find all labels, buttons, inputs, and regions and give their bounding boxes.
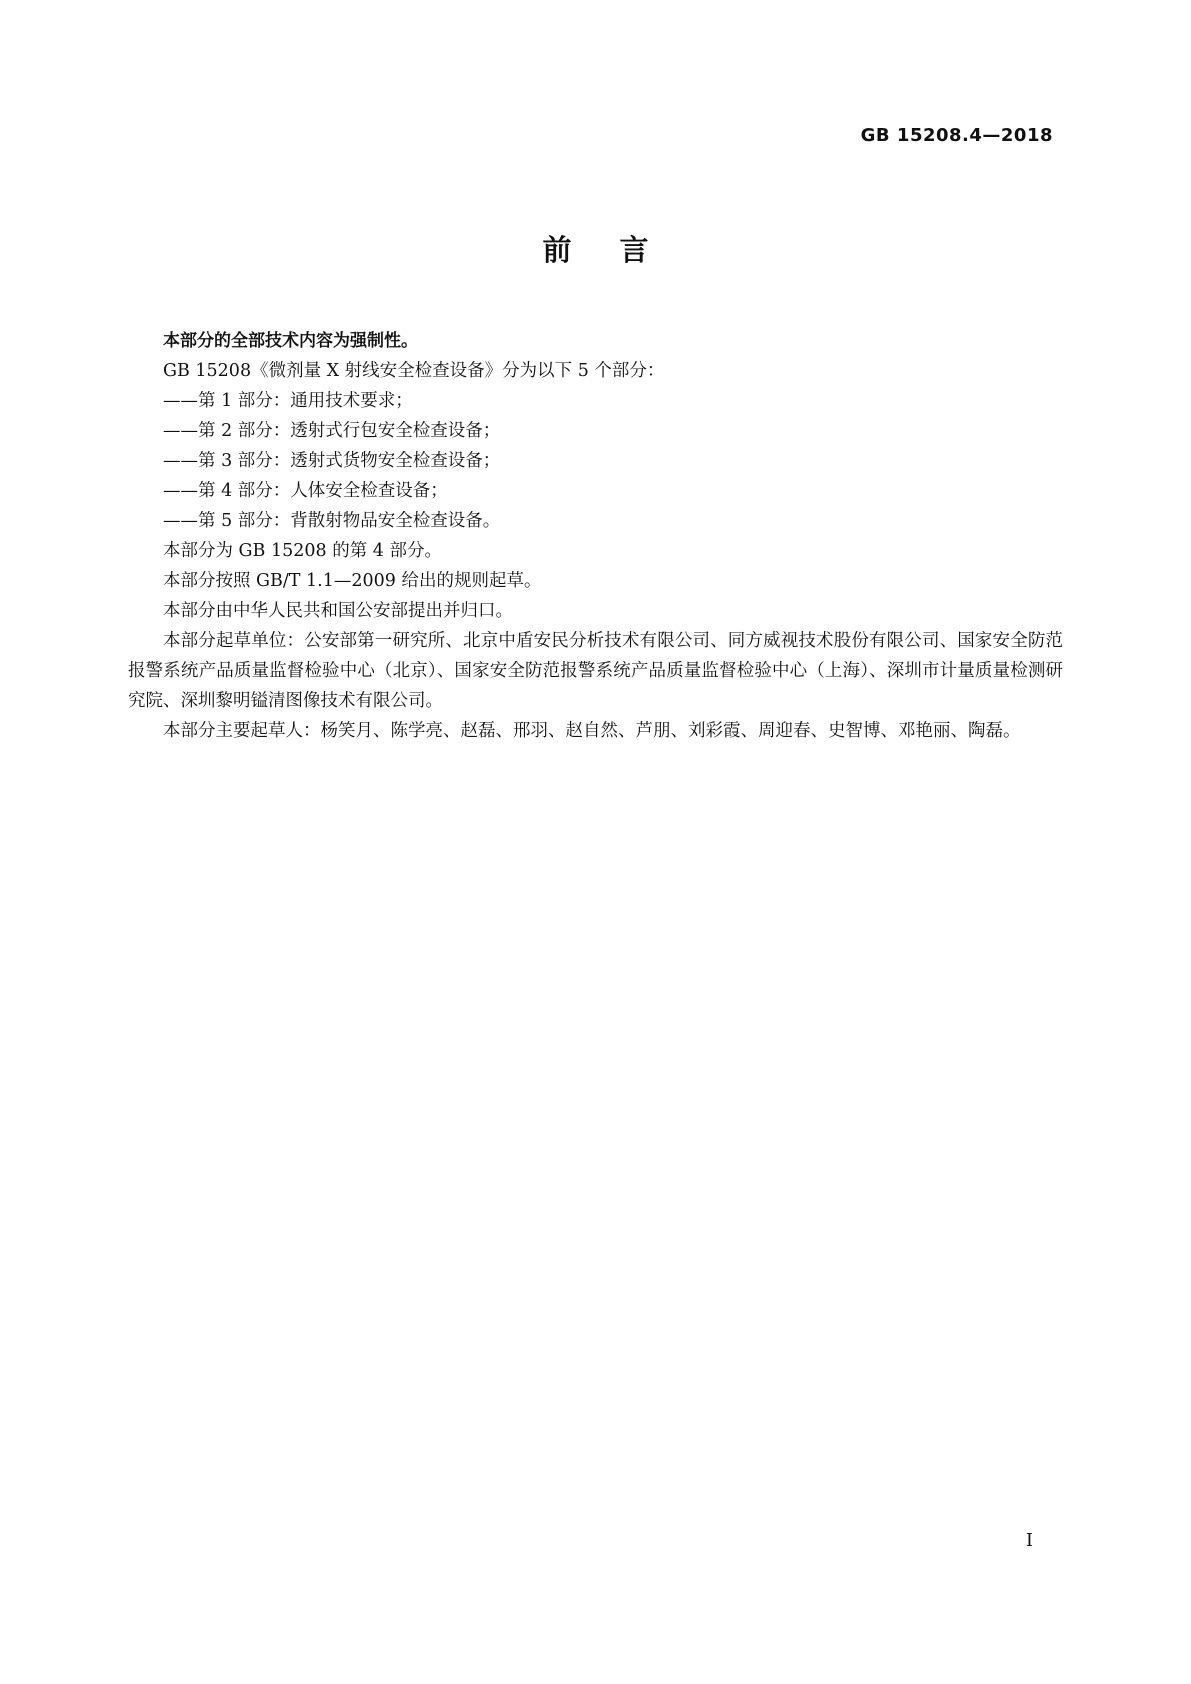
drafting-units-paragraph: 本部分起草单位：公安部第一研究所、北京中盾安民分析技术有限公司、同方威视技术股份有限公司、国家安全防范报警系统产品质量监督检验中心（北京）、国家安全防范报警系统产品质量监督检验中心（上海）、深圳市计量质量检测研究院、深圳黎明镒清图像技术有限公司。 (128, 631, 1063, 711)
parts-intro: GB 15208《微剂量 X 射线安全检查设备》分为以下 5 个部分： (163, 361, 665, 381)
drafting-rules-statement: 本部分按照 GB/T 1.1—2009 给出的规则起草。 (163, 571, 542, 591)
proposed-by-statement: 本部分由中华人民共和国公安部提出并归口。 (163, 601, 513, 621)
list-item: ——第 2 部分：透射式行包安全检查设备； (163, 421, 501, 441)
list-item: ——第 3 部分：透射式货物安全检查设备； (163, 451, 501, 471)
list-item: ——第 1 部分：通用技术要求； (163, 391, 413, 411)
list-item: ——第 4 部分：人体安全检查设备； (163, 481, 448, 501)
drafters-paragraph: 本部分主要起草人：杨笑月、陈学亮、赵磊、邢羽、赵自然、芦朋、刘彩霞、周迎春、史智博、邓艳丽、陶磊。 (163, 721, 1021, 741)
mandatory-statement: 本部分的全部技术内容为强制性。 (163, 331, 418, 351)
standard-code: GB 15208.4—2018 (860, 125, 1053, 146)
page-title: 前言 (542, 233, 697, 267)
list-item: ——第 5 部分：背散射物品安全检查设备。 (163, 511, 501, 531)
foreword-body (128, 326, 1063, 746)
part-of-statement: 本部分为 GB 15208 的第 4 部分。 (163, 541, 442, 561)
page-number: I (1025, 1530, 1033, 1551)
